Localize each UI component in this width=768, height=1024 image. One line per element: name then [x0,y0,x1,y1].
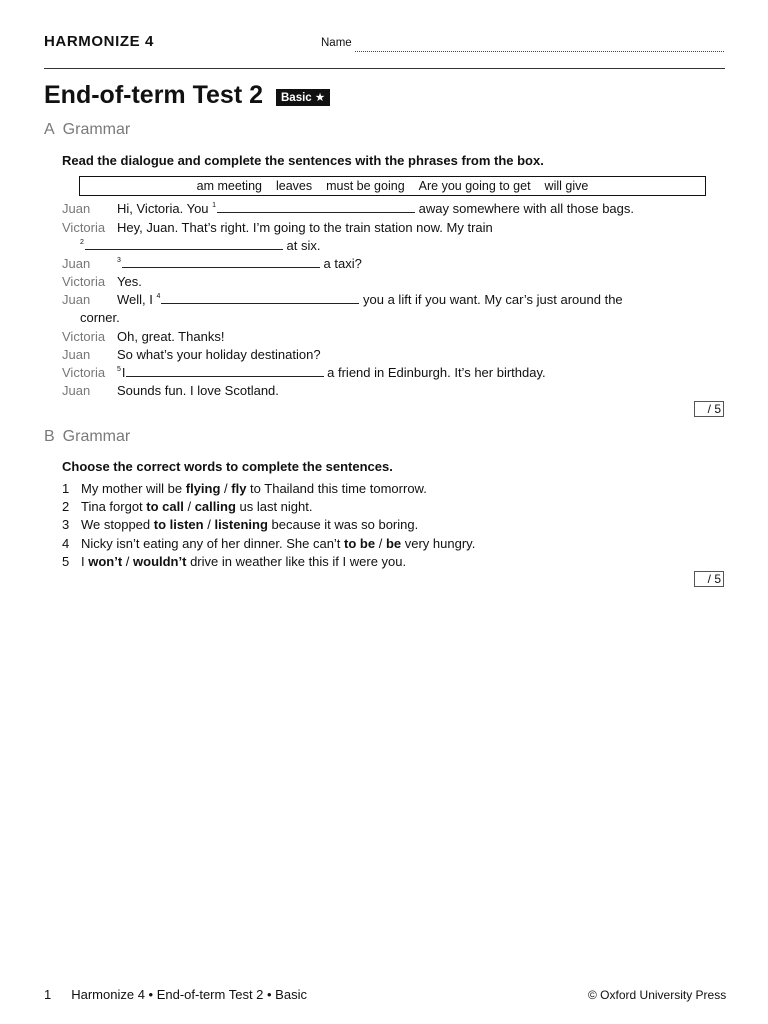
option-a[interactable]: won’t [88,554,123,569]
section-letter: A [44,121,55,138]
speaker: Juan [62,347,91,362]
dialogue-line: corner. [80,310,120,325]
answer-blank[interactable] [126,366,324,377]
question-item: 3 We stopped to listen / listening because it was so boring. [62,517,419,532]
question-number: 3 [62,517,70,532]
speaker: Victoria [62,220,106,235]
question-number: 5 [62,554,70,569]
footer-title: Harmonize 4 • End-of-term Test 2 • Basic [71,987,307,1002]
dialogue-line: Juan Sounds fun. I love Scotland. [62,383,279,398]
answer-blank[interactable] [217,202,415,213]
speaker: Juan [62,383,91,398]
dialogue-line: Victoria Oh, great. Thanks! [62,329,225,344]
score-box[interactable]: / 5 [694,401,724,417]
name-label: Name [321,37,352,49]
question-item: 5 I won’t / wouldn’t drive in weather like this if I were you. [62,554,407,569]
page-title: End-of-term Test 2 [44,81,263,109]
answer-blank[interactable] [85,239,283,250]
option-b[interactable]: wouldn’t [133,554,187,569]
option-a[interactable]: to listen [153,517,204,532]
question-item: 4 Nicky isn’t eating any of her dinner. She can’t to be / be very hungry. [62,536,476,551]
dialogue-line: Juan $^3$ a taxi? [62,256,362,271]
speaker: Victoria [62,365,106,380]
header-rule [44,68,725,69]
section-b-heading [44,428,130,446]
phrase-box [79,176,706,196]
section-letter: B [44,428,55,445]
dialogue-line: $^2$ at six. [80,238,321,253]
dialogue-line: Juan Well, I $^4$ you a lift if you want. My car’s just around the [62,292,623,307]
dialogue-line: Juan Hi, Victoria. You $^1$ away somewhere with all those bags. [62,201,635,216]
speaker: Juan [62,292,91,307]
option-b[interactable]: fly [231,481,247,496]
phrase: Are you going to get [418,179,531,193]
phrase: will give [544,179,589,193]
question-item: 2 Tina forgot to call / calling us last night. [62,499,313,514]
section-b-instruction: Choose the correct words to complete the sentences. [62,459,393,474]
question-item: 1 My mother will be flying / fly to Thailand this time tomorrow. [62,481,427,496]
phrase: leaves [275,179,313,193]
question-number: 2 [62,499,70,514]
section-title: Grammar [62,428,131,445]
speaker: Victoria [62,274,106,289]
name-field-line [355,51,724,52]
brand-logo: HARMONIZE 4 [44,33,154,50]
dialogue-line: Victoria Hey, Juan. That’s right. I’m going to the train station now. My train [62,220,493,235]
section-a-instruction: Read the dialogue and complete the sentences with the phrases from the box. [62,153,544,168]
score-box[interactable]: / 5 [694,571,724,587]
dialogue-line: Victoria $^5$I a friend in Edinburgh. It’s her birthday. [62,365,546,380]
copyright: © Oxford University Press [588,988,727,1002]
phrase: am meeting [196,179,262,193]
dialogue-line: Juan So what’s your holiday destination? [62,347,321,362]
question-number: 1 [62,481,70,496]
speaker: Victoria [62,329,106,344]
footer-left [44,987,307,1002]
page-number: 1 [44,987,52,1002]
phrase: must be going [326,179,405,193]
speaker: Juan [62,201,91,216]
option-a[interactable]: to call [146,499,184,514]
dialogue-line: Victoria Yes. [62,274,142,289]
speaker: Juan [62,256,91,271]
level-badge: Basic ★ [276,89,330,106]
answer-blank[interactable] [122,257,320,268]
option-b[interactable]: listening [214,517,268,532]
section-a-heading [44,121,130,139]
section-title: Grammar [62,121,131,138]
question-number: 4 [62,536,70,551]
option-a[interactable]: to be [344,536,376,551]
answer-blank[interactable] [161,293,359,304]
option-a[interactable]: flying [185,481,221,496]
option-b[interactable]: calling [194,499,236,514]
option-b[interactable]: be [385,536,402,551]
